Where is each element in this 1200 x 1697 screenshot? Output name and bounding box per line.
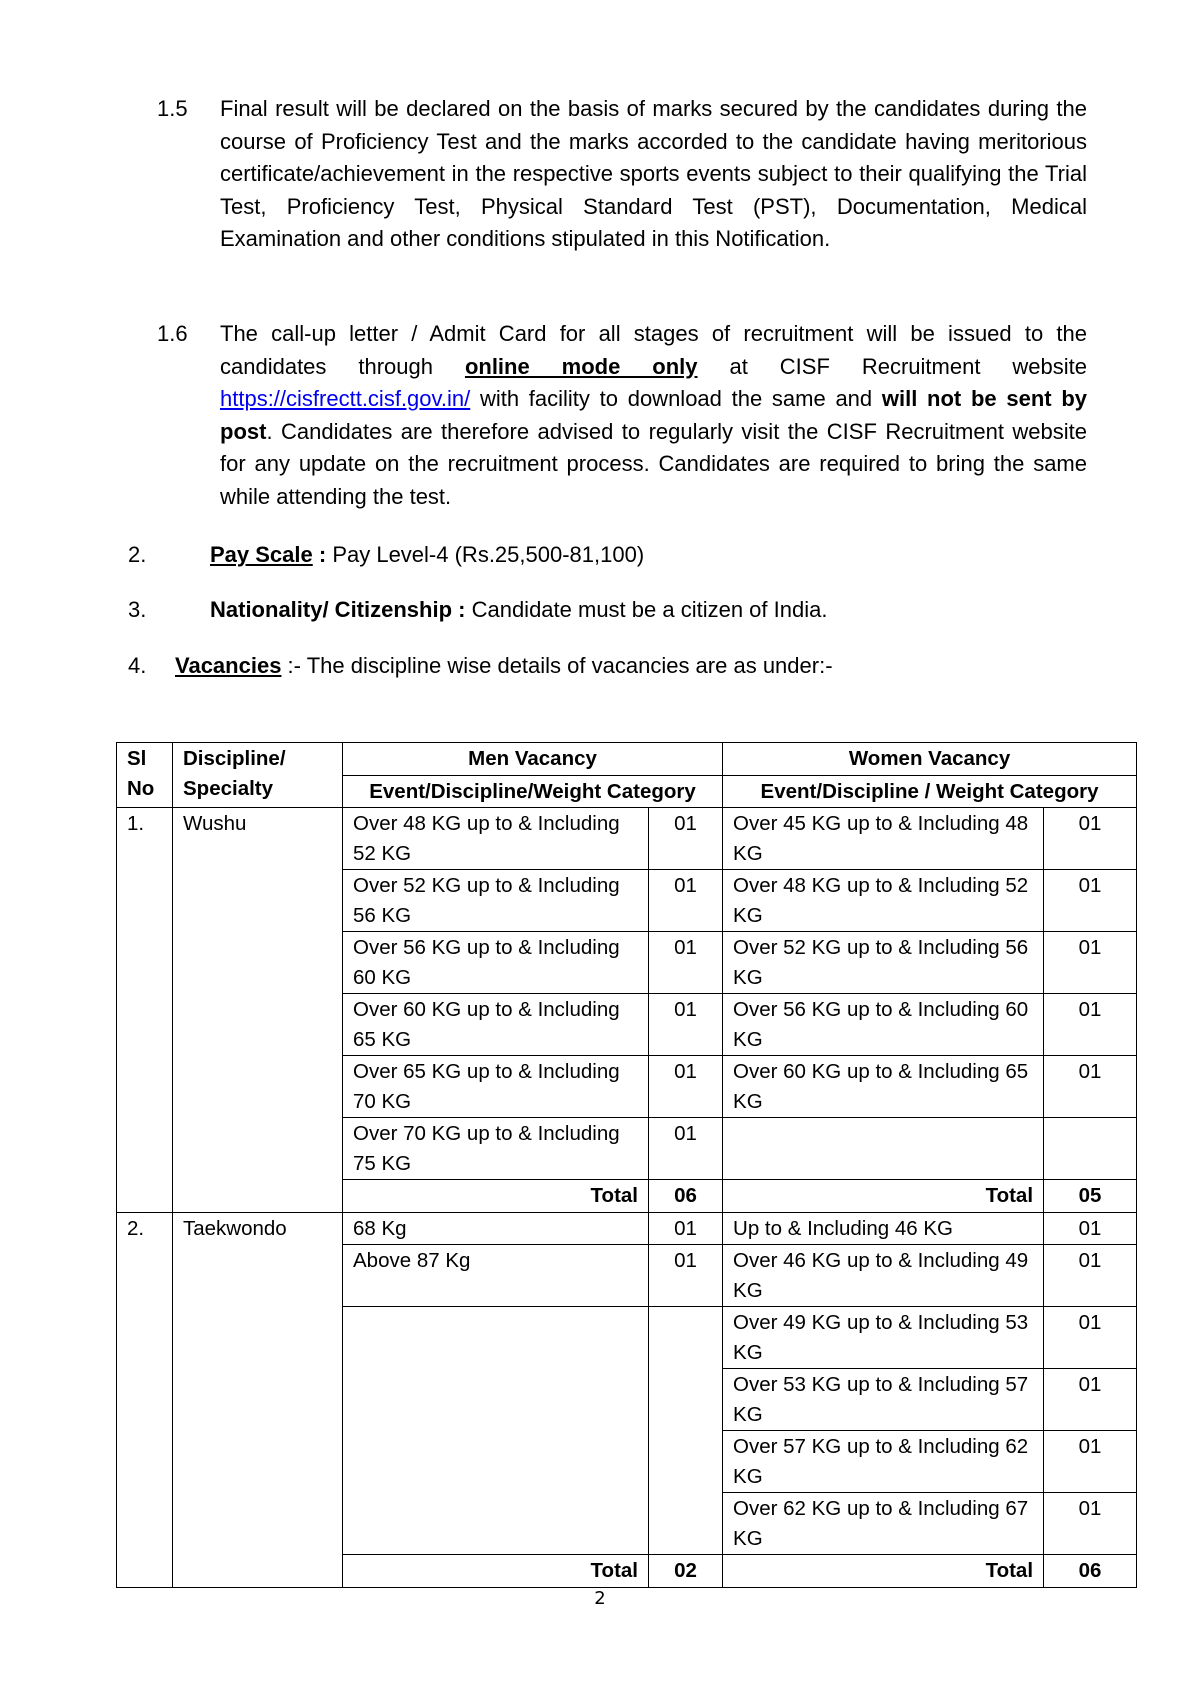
men-total-label: Total [343,1555,649,1588]
section-vacancies [128,653,833,679]
women-count-cell: 01 [1044,1431,1137,1493]
header-sl-no: Sl No [117,743,173,808]
women-category-cell: Over 49 KG up to & Including 53 KG [723,1307,1044,1369]
paragraph-1-5 [157,93,1087,256]
women-count-cell: 01 [1044,932,1137,994]
section-number: 4. [128,653,147,678]
women-count-cell: 01 [1044,808,1137,870]
women-total-label: Total [723,1180,1044,1213]
women-count-cell [1044,1118,1137,1180]
women-total-value: 06 [1044,1555,1137,1588]
sl-no-cell: 2. [117,1212,173,1587]
table-row [117,1212,1137,1245]
women-count-cell: 01 [1044,994,1137,1056]
not-sent-emphasis: will not be sent by post [220,386,1087,444]
women-count-cell: 01 [1044,1369,1137,1431]
section-pay-scale [128,542,645,568]
women-count-cell: 01 [1044,1245,1137,1307]
separator: : [312,542,333,567]
sl-no-cell: 1. [117,808,173,1213]
section-text: :- The discipline wise details of vacancies are as under:- [281,653,833,678]
header-discipline: Discipline/ Specialty [173,743,343,808]
discipline-cell: Wushu [173,808,343,1213]
header-women-vacancy: Women Vacancy [723,743,1137,776]
men-count-cell [649,1307,723,1555]
paragraph-text [220,318,1087,513]
paragraph-1-6 [157,318,1087,513]
text-run: with facility to download the same and [470,386,882,411]
header-women-category: Event/Discipline / Weight Category [723,775,1137,808]
table-header-row [117,743,1137,776]
men-count-cell: 01 [649,1118,723,1180]
page-number: 2 [594,1588,606,1609]
men-category-cell: Over 70 KG up to & Including 75 KG [343,1118,649,1180]
men-category-cell: Over 48 KG up to & Including 52 KG [343,808,649,870]
men-category-cell: Over 65 KG up to & Including 70 KG [343,1056,649,1118]
women-category-cell: Over 45 KG up to & Including 48 KG [723,808,1044,870]
men-total-value: 02 [649,1555,723,1588]
text-run: . Candidates are therefore advised to regularly visit the CISF Recruitment website for any update on the recruitment process. Candidates are required to bring the same while attending the test. [220,418,1087,509]
men-category-cell: Over 52 KG up to & Including 56 KG [343,870,649,932]
header-men-category: Event/Discipline/Weight Category [343,775,723,808]
men-category-cell: Above 87 Kg [343,1245,649,1307]
recruitment-website-link[interactable]: https://cisfrectt.cisf.gov.in/ [220,386,471,411]
women-category-cell: Over 48 KG up to & Including 52 KG [723,870,1044,932]
women-count-cell: 01 [1044,1493,1137,1555]
women-count-cell: 01 [1044,1307,1137,1369]
women-category-cell: Over 53 KG up to & Including 57 KG [723,1369,1044,1431]
text-run: at CISF Recruitment website [697,353,1087,379]
section-number: 2. [128,542,147,567]
men-count-cell: 01 [649,994,723,1056]
men-category-cell [343,1307,649,1555]
online-mode-emphasis: online mode only [464,353,698,379]
men-category-cell: Over 60 KG up to & Including 65 KG [343,994,649,1056]
section-nationality [128,597,828,623]
section-number: 3. [128,597,147,622]
section-text: Pay Level-4 (Rs.25,500-81,100) [332,542,645,567]
men-count-cell: 01 [649,1245,723,1307]
men-count-cell: 01 [649,1056,723,1118]
section-body [175,653,833,679]
discipline-cell: Taekwondo [173,1212,343,1587]
women-count-cell: 01 [1044,1212,1137,1245]
section-body [210,542,644,568]
men-count-cell: 01 [649,808,723,870]
paragraph-text: Final result will be declared on the basis of marks secured by the candidates during the course of Proficiency Test and the marks accorded to the candidate having meritorious certificate/achievement in the respective sports events subject to their qualifying the Trial Test, Proficiency Test, Physical Standard Test (PST), Documentation, Medical Examination and other conditions stipulated in this Notification. [220,96,1087,251]
vacancy-table [116,742,1137,1588]
women-category-cell: Over 56 KG up to & Including 60 KG [723,994,1044,1056]
section-label: Nationality/ Citizenship : [210,597,466,622]
men-count-cell: 01 [649,1212,723,1245]
women-category-cell: Over 57 KG up to & Including 62 KG [723,1431,1044,1493]
men-count-cell: 01 [649,870,723,932]
header-men-vacancy: Men Vacancy [343,743,723,776]
table-row [117,808,1137,870]
men-category-cell: Over 56 KG up to & Including 60 KG [343,932,649,994]
men-total-value: 06 [649,1180,723,1213]
section-body [210,597,827,623]
section-label: Pay Scale [210,542,313,567]
paragraph-number: 1.6 [157,321,188,346]
men-category-cell: 68 Kg [343,1212,649,1245]
text-run: The call-up letter / Admit Card for all stages of recruitment will be issued to the candidates through [220,321,1087,379]
section-text: Candidate must be a citizen of India. [465,597,828,622]
women-category-cell: Over 60 KG up to & Including 65 KG [723,1056,1044,1118]
women-count-cell: 01 [1044,870,1137,932]
women-category-cell: Up to & Including 46 KG [723,1212,1044,1245]
women-total-label: Total [723,1555,1044,1588]
men-count-cell: 01 [649,932,723,994]
men-total-label: Total [343,1180,649,1213]
women-count-cell: 01 [1044,1056,1137,1118]
women-total-value: 05 [1044,1180,1137,1213]
women-category-cell [723,1118,1044,1180]
section-label: Vacancies [175,653,282,678]
women-category-cell: Over 52 KG up to & Including 56 KG [723,932,1044,994]
paragraph-number: 1.5 [157,96,188,121]
women-category-cell: Over 46 KG up to & Including 49 KG [723,1245,1044,1307]
women-category-cell: Over 62 KG up to & Including 67 KG [723,1493,1044,1555]
